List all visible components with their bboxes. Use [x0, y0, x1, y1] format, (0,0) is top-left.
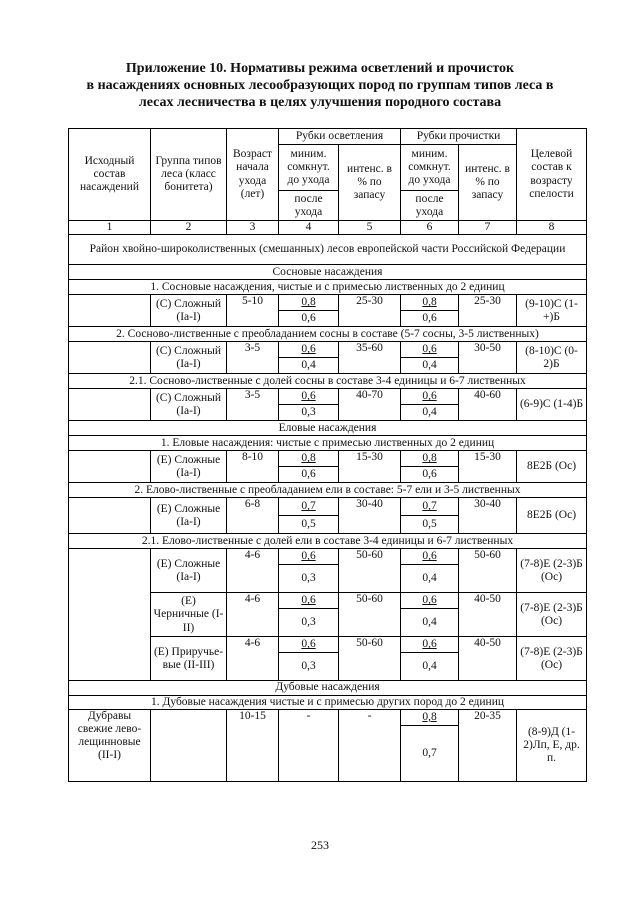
cell-min-osv: 0,6	[279, 593, 339, 609]
cell-min-osv: -	[279, 709, 339, 781]
subsection-spruce-2-1: 2.1. Елово-лиственные с долей ели в составе 3-4 единицы и 6-7 лиственных	[69, 534, 587, 549]
col-num-8: 8	[517, 221, 587, 235]
cell-min-osv: 0,8	[279, 451, 339, 467]
cell-target: (7-8)Е (2-3)Б (Ос)	[517, 637, 587, 681]
header-source: Исходный состав насаждений	[69, 129, 151, 221]
cell-group: (С) Сложный (Iа-I)	[151, 389, 227, 421]
section-oak: Дубовые насаждения	[69, 681, 587, 695]
header-min-osv: миним. сомкнут. до ухода	[279, 145, 339, 191]
cell-int-proch: 30-40	[459, 498, 517, 534]
cell-target: (8-10)С (0-2)Б	[517, 342, 587, 374]
cell-post-osv: 0,3	[279, 565, 339, 593]
cell-int-proch: 15-30	[459, 451, 517, 483]
header-intens-proch: интенс. в % по запасу	[459, 145, 517, 221]
cell-int-osv: 50-60	[339, 593, 401, 637]
cell-target: (9-10)С (1-+)Б	[517, 295, 587, 327]
cell-source	[69, 342, 151, 374]
header-intens-osv: интенс. в % по запасу	[339, 145, 401, 221]
cell-age: 3-5	[227, 342, 279, 374]
cell-post-proch: 0,4	[401, 405, 459, 421]
header-age: Возраст начала ухода (лет)	[227, 129, 279, 221]
cell-post-proch: 0,6	[401, 467, 459, 483]
cell-min-osv: 0,7	[279, 498, 339, 516]
cell-source: Дубравы свежие лево-лещинновые (II-I)	[69, 709, 151, 781]
header-osvetlenie: Рубки осветления	[279, 129, 401, 145]
cell-group: (С) Сложный (Iа-I)	[151, 342, 227, 374]
cell-int-proch: 40-50	[459, 593, 517, 637]
subsection-pine-2-1: 2.1. Сосново-лиственные с долей сосны в составе 3-4 единицы и 6-7 лиственных	[69, 374, 587, 389]
section-spruce: Еловые насаждения	[69, 421, 587, 436]
col-num-4: 4	[279, 221, 339, 235]
title-line-1: Приложение 10. Нормативы режима осветлений и прочисток	[125, 61, 515, 76]
cell-age: 4-6	[227, 593, 279, 637]
page-title	[40, 60, 600, 111]
header-prochistki: Рубки прочистки	[401, 129, 517, 145]
subsection-pine-2: 2. Сосново-лиственные с преобладанием сосны в составе (5-7 сосны, 3-5 лиственных)	[69, 327, 587, 342]
cell-post-osv: 0,3	[279, 405, 339, 421]
header-post-osv: после ухода	[279, 191, 339, 221]
title-line-3: лесах лесничества в целях улучшения породного состава	[138, 95, 502, 110]
cell-int-osv: 50-60	[339, 637, 401, 681]
cell-source	[69, 549, 151, 681]
cell-min-proch: 0,6	[401, 637, 459, 653]
cell-int-proch: 40-50	[459, 637, 517, 681]
cell-post-proch: 0,7	[401, 725, 459, 781]
cell-post-osv: 0,4	[279, 358, 339, 374]
cell-group: (Е) Приручье- вые (II-III)	[151, 637, 227, 681]
cell-age: 6-8	[227, 498, 279, 534]
cell-source	[69, 295, 151, 327]
section-pine: Сосновые насаждения	[69, 265, 587, 280]
cell-min-osv: 0,8	[279, 295, 339, 311]
cell-min-osv: 0,6	[279, 637, 339, 653]
col-num-5: 5	[339, 221, 401, 235]
cell-min-proch: 0,6	[401, 389, 459, 405]
cell-int-osv: 30-40	[339, 498, 401, 534]
cell-source	[69, 451, 151, 483]
subsection-spruce-2: 2. Елово-лиственные с преобладанием ели в составе: 5-7 ели и 3-5 лиственных	[69, 483, 587, 498]
cell-target: 8Е2Б (Ос)	[517, 498, 587, 534]
cell-group: (С) Сложный (Iа-I)	[151, 295, 227, 327]
header-min-proch: миним. сомкнут. до ухода	[401, 145, 459, 191]
cell-target: (6-9)С (1-4)Б	[517, 389, 587, 421]
cell-group: (Е) Сложные (Iа-I)	[151, 451, 227, 483]
cell-age: 4-6	[227, 549, 279, 593]
subsection-pine-1: 1. Сосновые насаждения, чистые и с примесью лиственных до 2 единиц	[69, 280, 587, 295]
cell-age: 8-10	[227, 451, 279, 483]
cell-age: 5-10	[227, 295, 279, 327]
cell-post-proch: 0,5	[401, 516, 459, 534]
cell-post-proch: 0,4	[401, 565, 459, 593]
cell-int-osv: 25-30	[339, 295, 401, 327]
cell-int-osv: 35-60	[339, 342, 401, 374]
cell-min-osv: 0,6	[279, 342, 339, 358]
cell-int-osv: 50-60	[339, 549, 401, 593]
cell-min-proch: 0,8	[401, 295, 459, 311]
cell-min-osv: 0,6	[279, 389, 339, 405]
cell-int-proch: 40-60	[459, 389, 517, 421]
cell-post-osv: 0,5	[279, 516, 339, 534]
cell-target: 8Е2Б (Ос)	[517, 451, 587, 483]
cell-int-proch: 20-35	[459, 709, 517, 781]
cell-age: 3-5	[227, 389, 279, 421]
cell-post-osv: 0,3	[279, 609, 339, 637]
cell-min-proch: 0,8	[401, 709, 459, 725]
title-line-2: в насаждениях основных лесообразующих пород по группам типов леса в	[86, 78, 554, 93]
cell-min-proch: 0,7	[401, 498, 459, 516]
region-heading: Район хвойно-широколиственных (смешанных) лесов европейской части Российской Федерации	[69, 235, 587, 265]
cell-int-proch: 25-30	[459, 295, 517, 327]
header-post-proch: после ухода	[401, 191, 459, 221]
cell-min-proch: 0,6	[401, 342, 459, 358]
cell-age: 10-15	[227, 709, 279, 781]
subsection-spruce-1: 1. Еловые насаждения: чистые с примесью лиственных до 2 единиц	[69, 436, 587, 451]
cell-source	[69, 498, 151, 534]
header-group: Группа типов леса (класс бонитета)	[151, 129, 227, 221]
cell-int-osv: 40-70	[339, 389, 401, 421]
cell-post-osv: 0,3	[279, 653, 339, 681]
col-num-3: 3	[227, 221, 279, 235]
col-num-6: 6	[401, 221, 459, 235]
cell-group: (Е) Черничные (I-II)	[151, 593, 227, 637]
cell-age: 4-6	[227, 637, 279, 681]
cell-group	[151, 709, 227, 781]
cell-min-proch: 0,6	[401, 549, 459, 565]
cell-int-osv: -	[339, 709, 401, 781]
cell-target: (7-8)Е (2-3)Б (Ос)	[517, 593, 587, 637]
cell-group: (Е) Сложные (Iа-I)	[151, 498, 227, 534]
cell-int-osv: 15-30	[339, 451, 401, 483]
cell-int-proch: 50-60	[459, 549, 517, 593]
cell-source	[69, 389, 151, 421]
cell-post-proch: 0,4	[401, 653, 459, 681]
cell-min-proch: 0,6	[401, 593, 459, 609]
cell-group: (Е) Сложные (Iа-I)	[151, 549, 227, 593]
page-number: 253	[311, 838, 329, 852]
cell-post-osv: 0,6	[279, 311, 339, 327]
cell-post-osv: 0,6	[279, 467, 339, 483]
subsection-oak-1: 1. Дубовые насаждения чистые и с примесью других пород до 2 единиц	[69, 695, 587, 709]
cell-min-proch: 0,8	[401, 451, 459, 467]
cell-post-proch: 0,4	[401, 358, 459, 374]
cell-target: (8-9)Д (1-2)Лп, Е, др. п.	[517, 709, 587, 781]
col-num-2: 2	[151, 221, 227, 235]
standards-table	[68, 128, 587, 782]
header-target: Целевой состав к возрасту спелости	[517, 129, 587, 221]
cell-int-proch: 30-50	[459, 342, 517, 374]
col-num-1: 1	[69, 221, 151, 235]
cell-post-proch: 0,4	[401, 609, 459, 637]
col-num-7: 7	[459, 221, 517, 235]
cell-target: (7-8)Е (2-3)Б (Ос)	[517, 549, 587, 593]
cell-post-proch: 0,6	[401, 311, 459, 327]
cell-min-osv: 0,6	[279, 549, 339, 565]
